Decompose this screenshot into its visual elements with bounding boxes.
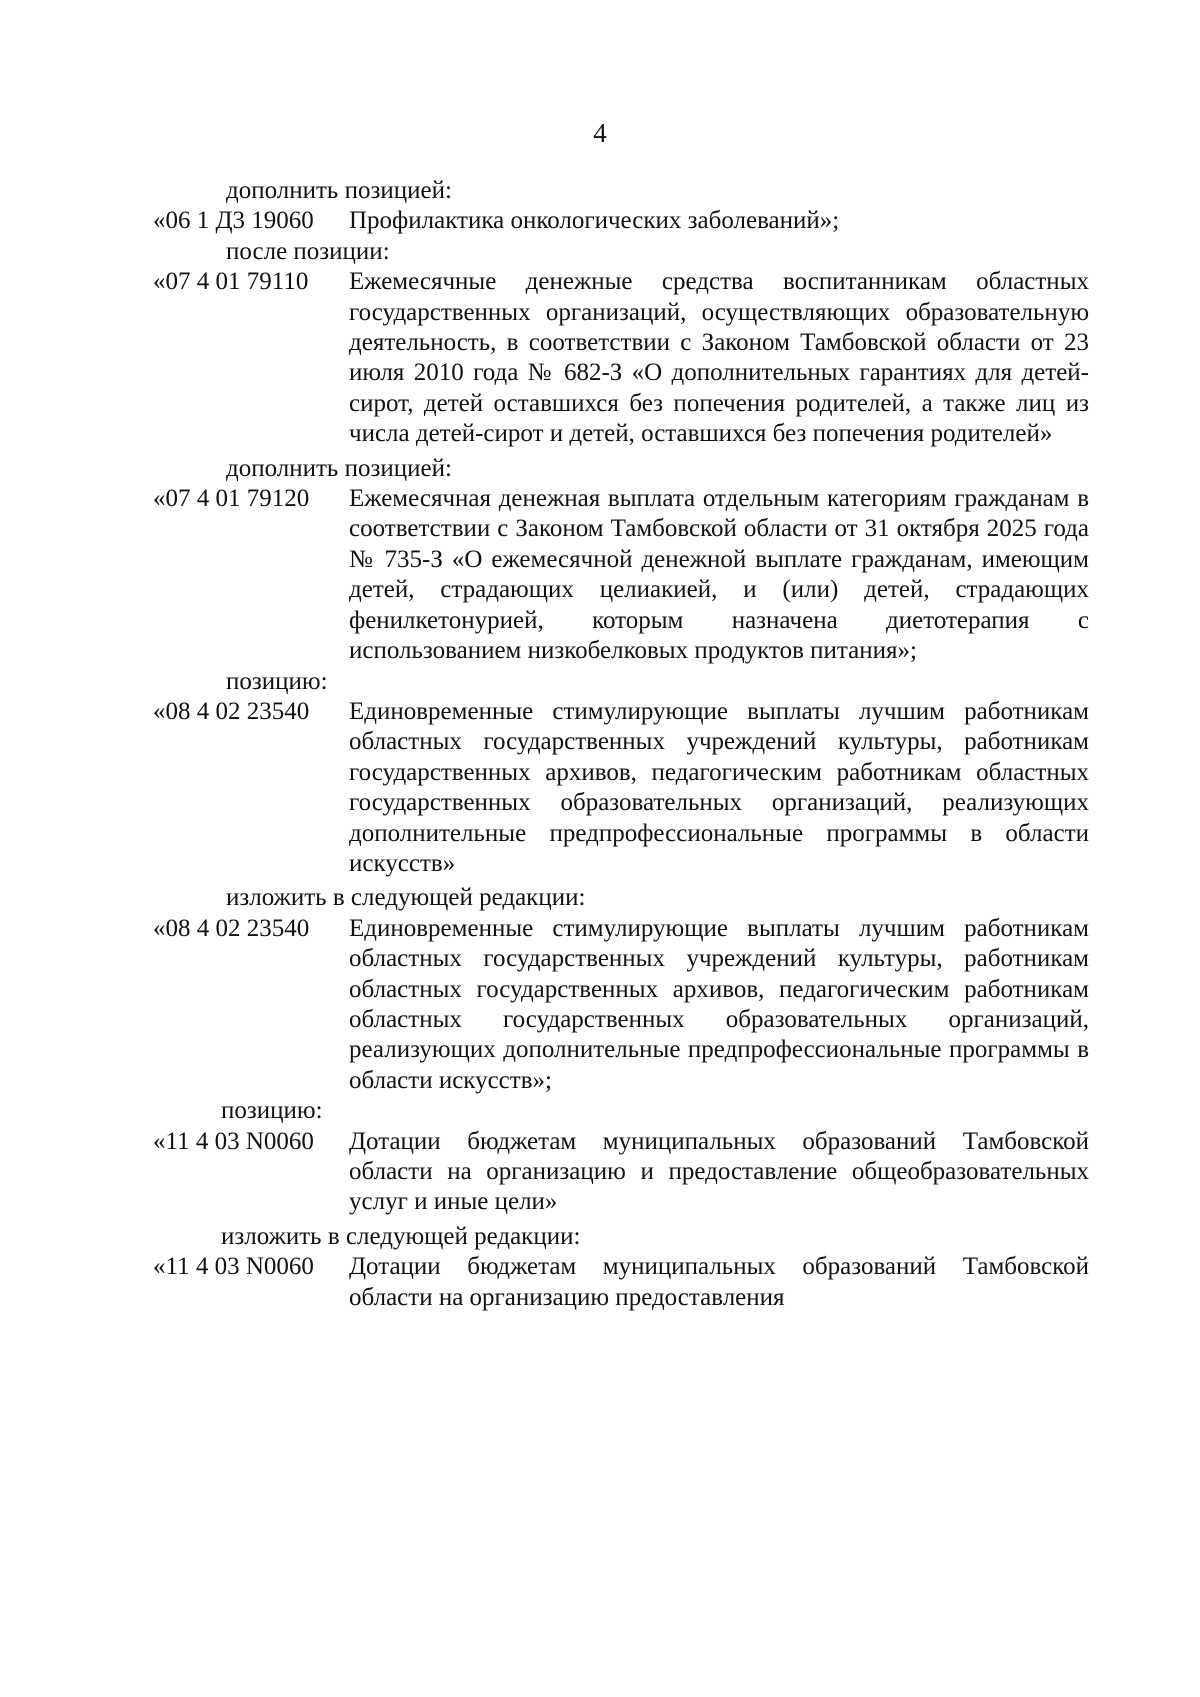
instruction: изложить в следующей редакции: <box>226 884 586 912</box>
position-description: Единовременные стимулирующие выплаты лучшим работникам областных государственных учреждений культуры, работникам областных государственных архивов, педагогическим работникам областных государственных образовательных организаций, реализующих дополнительные предпрофессиональные программы в области искусств»; <box>349 914 1089 1094</box>
budget-position <box>153 484 1089 666</box>
position-description: Ежемесячные денежные средства воспитанникам областных государственных организаций, осуществляющих образовательную деятельность, в соответствии с Законом Тамбовской области от 23 июля 2010 года № 682-З «О дополнительных гарантиях для детей-сирот, детей оставшихся без попечения родителей, а также лиц из числа детей-сирот и детей, оставшихся без попечения родителей» <box>349 268 1089 448</box>
document-body <box>153 176 1089 1313</box>
page-number: 4 <box>593 118 607 148</box>
budget-position <box>153 697 1089 879</box>
position-code: «07 4 01 79110 <box>153 268 309 296</box>
position-code: «08 4 02 23540 <box>153 697 310 725</box>
budget-position <box>153 914 1089 1096</box>
budget-position <box>153 206 1089 236</box>
budget-position <box>153 267 1089 449</box>
position-description: Дотации бюджетам муниципальных образований Тамбовской области на организацию предоставления <box>349 1253 1089 1311</box>
instruction: дополнить позицией: <box>226 177 452 204</box>
position-code: «06 1 Д3 19060 <box>153 207 314 235</box>
position-description: Ежемесячная денежная выплата отдельным категориям гражданам в соответствии с Законом Тамбовской области от 31 октября 2025 года № 735-З «О ежемесячной денежной выплате гражданам, имеющим детей, страдающих целиакией, и (или) детей, страдающих фенилкетонурией, которым назначена диетотерапия с использованием низкобелковых продуктов питания»; <box>349 485 1089 665</box>
position-code: «11 4 03 N0060 <box>153 1253 314 1281</box>
instruction: позицию: <box>226 667 328 695</box>
instruction: после позиции: <box>226 237 390 265</box>
instruction: позицию: <box>221 1097 323 1125</box>
budget-position <box>153 1127 1089 1218</box>
budget-position <box>153 1252 1089 1313</box>
position-description: Единовременные стимулирующие выплаты лучшим работникам областных государственных учреждений культуры, работникам государственных архивов, педагогическим работникам областных государственных образовательных организаций, реализующих дополнительные предпрофессиональные программы в области искусств» <box>349 697 1089 877</box>
instruction: изложить в следующей редакции: <box>221 1222 581 1250</box>
position-description: Дотации бюджетам муниципальных образований Тамбовской области на организацию и предоставление общеобразовательных услуг и иные цели» <box>349 1127 1089 1216</box>
position-code: «11 4 03 N0060 <box>153 1127 314 1155</box>
position-code: «08 4 02 23540 <box>153 914 310 942</box>
instruction: дополнить позицией: <box>226 454 452 482</box>
position-code: «07 4 01 79120 <box>153 485 310 513</box>
position-description: Профилактика онкологических заболеваний»; <box>349 207 840 235</box>
